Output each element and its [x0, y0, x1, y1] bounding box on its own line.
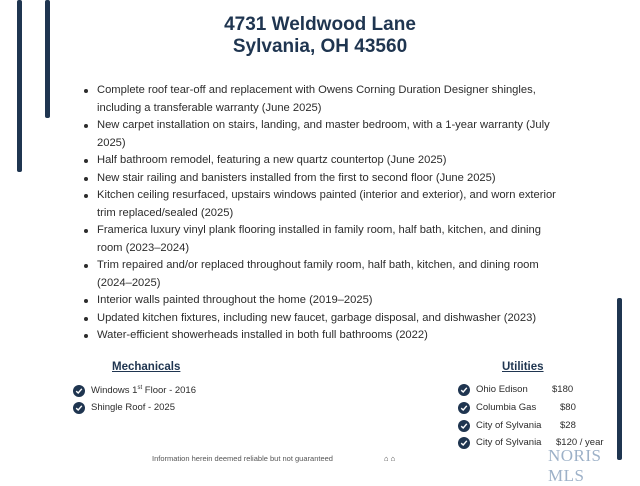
- equal-housing-icon: ⌂ ⌂: [384, 454, 396, 463]
- check-circle-icon: [458, 420, 470, 432]
- mechanical-item-roof: [73, 402, 175, 414]
- address-street-title: 4731 Weldwood Lane: [224, 14, 416, 35]
- mls-watermark-logo: NORIS MLS: [548, 446, 602, 485]
- utility-name: City of Sylvania: [476, 437, 542, 448]
- utility-item-city-of-sylvania: [458, 420, 576, 432]
- address-city-title: Sylvania, OH 43560: [232, 36, 408, 57]
- utilities-heading: Utilities: [502, 361, 544, 373]
- list-item: Trim repaired and/or replaced throughout family room, half bath, kitchen, and dining room (2024–2025): [80, 257, 560, 292]
- mechanical-text: Windows 1st Floor - 2016: [91, 384, 197, 396]
- check-circle-icon: [73, 385, 85, 397]
- utility-name: Columbia Gas: [476, 402, 537, 413]
- list-item: Updated kitchen fixtures, including new faucet, garbage disposal, and dishwasher (2023): [80, 310, 560, 328]
- utility-name: Ohio Edison: [476, 384, 528, 395]
- utility-amount: $180: [552, 384, 574, 395]
- utility-amount: $28: [560, 420, 576, 431]
- list-item: New stair railing and banisters installed from the first to second floor (June 2025): [80, 170, 560, 188]
- list-item: Complete roof tear-off and replacement with Owens Corning Duration Designer shingles, including a transferable warranty (June 2025): [80, 82, 560, 117]
- check-circle-icon: [458, 384, 470, 396]
- check-circle-icon: [458, 402, 470, 414]
- check-circle-icon: [458, 437, 470, 449]
- list-item: Half bathroom remodel, featuring a new quartz countertop (June 2025): [80, 152, 560, 170]
- disclaimer-text: Information herein deemed reliable but not guaranteed: [152, 454, 333, 463]
- decorative-bar-right: [617, 298, 622, 460]
- check-circle-icon: [73, 402, 85, 414]
- utility-item-ohio-edison: [458, 384, 574, 396]
- utility-name: City of Sylvania: [476, 420, 542, 431]
- list-item: Framerica luxury vinyl plank flooring installed in family room, half bath, kitchen, and dining room (2023–2024): [80, 222, 560, 257]
- mechanicals-heading: Mechanicals: [112, 361, 181, 373]
- utility-amount: $80: [560, 402, 576, 413]
- list-item: Interior walls painted throughout the home (2019–2025): [80, 292, 560, 310]
- mechanical-item-windows: [73, 385, 196, 397]
- utility-item-columbia-gas: [458, 402, 576, 414]
- utility-amount: $120 / year: [556, 437, 604, 448]
- list-item: New carpet installation on stairs, landing, and master bedroom, with a 1-year warranty (July 2025): [80, 117, 560, 152]
- list-item: Kitchen ceiling resurfaced, upstairs windows painted (interior and exterior), and worn exterior trim replaced/sealed (2025): [80, 187, 560, 222]
- mechanical-text: Shingle Roof - 2025: [91, 402, 175, 413]
- list-item: Water-efficient showerheads installed in both full bathrooms (2022): [80, 327, 560, 345]
- improvements-list: [80, 82, 560, 345]
- utility-item-city-of-sylvania-annual: [458, 437, 604, 449]
